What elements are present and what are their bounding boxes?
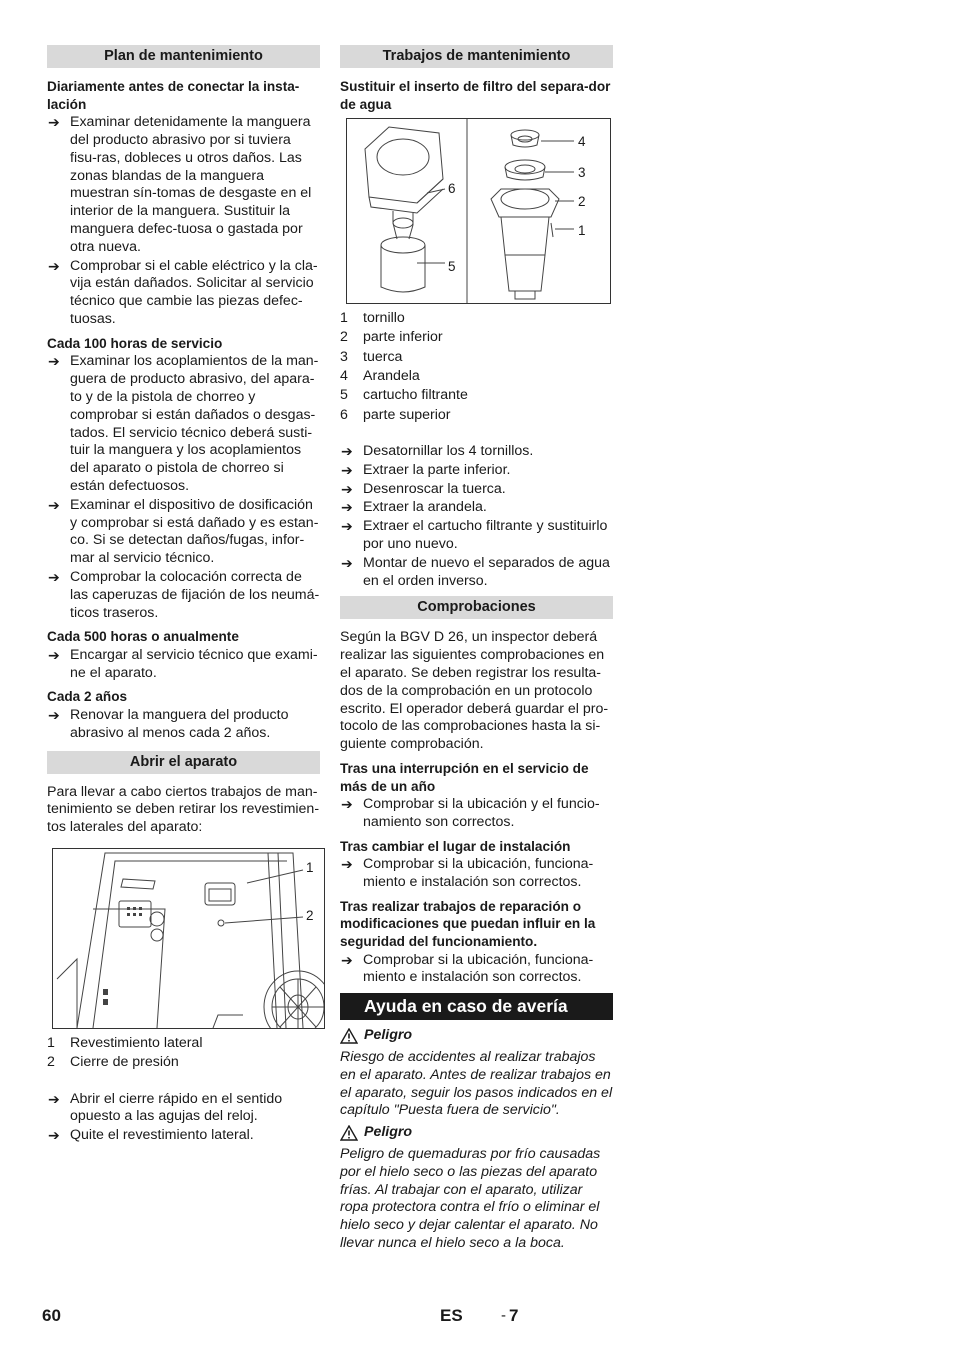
device-side-figure bbox=[52, 848, 325, 1029]
legend-item bbox=[340, 387, 613, 405]
list-item-text: Comprobar si la ubicación, funciona-miento e instalación son correctos. bbox=[363, 856, 594, 891]
open-device-steps bbox=[47, 1091, 320, 1145]
legend-item bbox=[47, 1054, 320, 1072]
list-item bbox=[340, 952, 613, 988]
legend-text: tornillo bbox=[363, 310, 405, 327]
100-hours-heading: Cada 100 horas de servicio bbox=[47, 335, 223, 351]
device-illustration bbox=[53, 849, 324, 1028]
legend-item bbox=[340, 349, 613, 367]
check-after-repair-heading: Tras realizar trabajos de reparación o modificaciones que puedan influir en la seguridad del funcionamiento. bbox=[340, 898, 596, 950]
open-device-heading: Abrir el aparato bbox=[47, 751, 320, 774]
language-code: ES bbox=[440, 1306, 463, 1325]
filter-callout-3: 3 bbox=[578, 165, 586, 181]
list-item-text: Comprobar la colocación correcta de las caperuzas de fijación de los neumá-ticos traseros. bbox=[70, 568, 320, 621]
open-device-intro: Para llevar a cabo ciertos trabajos de man-tenimiento se deben retirar los revestimien-tos laterales del aparato: bbox=[47, 783, 320, 836]
legend-text: parte superior bbox=[363, 406, 451, 423]
list-item-text: Examinar los acoplamientos de la man-guera de producto abrasivo, del apara-to y de la pistola de chorreo y comprobar si están dañados o desgas-tados. El servicio técnico deberá susti-tuir la manguera y los acoplamientos del aparato o pistola de chorreo si están defectuosos. bbox=[70, 353, 319, 494]
legend-item bbox=[340, 329, 613, 347]
arrow-right-icon: ➔ bbox=[48, 1127, 60, 1144]
arrow-right-icon: ➔ bbox=[341, 499, 353, 516]
warning-triangle-icon bbox=[340, 1028, 358, 1044]
filter-replace-heading: Sustituir el inserto de filtro del separa-dor de agua bbox=[340, 79, 611, 112]
maintenance-work-heading: Trabajos de mantenimiento bbox=[340, 45, 613, 68]
arrow-right-icon: ➔ bbox=[341, 554, 353, 571]
danger-text-1: Riesgo de accidentes al realizar trabajos en el aparato. Antes de realizar trabajos en el aparato, seguir los pasos indicados en el capítulo "Puesta fuera de servicio". bbox=[340, 1049, 613, 1119]
arrow-right-icon: ➔ bbox=[48, 257, 60, 274]
filter-steps bbox=[340, 443, 613, 590]
right-column bbox=[340, 45, 613, 1257]
maintenance-plan-heading: Plan de mantenimiento bbox=[47, 45, 320, 68]
list-item-text: Renovar la manguera del producto abrasivo al menos cada 2 años. bbox=[70, 707, 289, 741]
list-item-text: Extraer el cartucho filtrante y sustituirlo por uno nuevo. bbox=[363, 518, 608, 552]
list-item-text: Montar de nuevo el separados de agua en el orden inverso. bbox=[363, 554, 610, 589]
legend-item bbox=[340, 310, 613, 328]
arrow-right-icon: ➔ bbox=[48, 1090, 60, 1107]
list-item-text: Comprobar si la ubicación, funciona-miento e instalación son correctos. bbox=[363, 951, 594, 986]
100-hours-list bbox=[47, 353, 320, 622]
legend-text: cartucho filtrante bbox=[363, 387, 468, 404]
legend-text: parte inferior bbox=[363, 329, 443, 346]
water-separator-figure bbox=[346, 118, 611, 304]
legend-item bbox=[340, 407, 613, 425]
legend-number: 5 bbox=[340, 387, 348, 404]
filter-callout-4: 4 bbox=[578, 134, 586, 150]
arrow-right-icon: ➔ bbox=[48, 568, 60, 585]
arrow-right-icon: ➔ bbox=[341, 796, 353, 813]
list-item bbox=[47, 258, 320, 329]
filter-legend bbox=[340, 310, 613, 424]
list-item bbox=[47, 647, 320, 683]
legend-number: 3 bbox=[340, 348, 348, 365]
legend-number: 2 bbox=[340, 329, 348, 346]
legend-item bbox=[47, 1035, 320, 1053]
arrow-right-icon: ➔ bbox=[341, 480, 353, 497]
check-after-relocation-list bbox=[340, 856, 613, 892]
arrow-right-icon: ➔ bbox=[48, 646, 60, 663]
arrow-right-icon: ➔ bbox=[48, 353, 60, 370]
list-item-text: Encargar al servicio técnico que exami-ne el aparato. bbox=[70, 646, 318, 681]
section-page-number: 7 bbox=[509, 1306, 519, 1325]
list-item bbox=[47, 1091, 320, 1127]
list-item-text: Quite el revestimiento lateral. bbox=[70, 1127, 254, 1144]
filter-callout-2: 2 bbox=[578, 194, 586, 210]
page-number: 60 bbox=[42, 1306, 61, 1325]
500-hours-list bbox=[47, 647, 320, 683]
filter-callout-6: 6 bbox=[448, 181, 456, 197]
list-item-text: Extraer la arandela. bbox=[363, 499, 487, 516]
list-item bbox=[340, 499, 613, 517]
list-item bbox=[340, 481, 613, 499]
legend-text: tuerca bbox=[363, 348, 403, 365]
arrow-right-icon: ➔ bbox=[48, 496, 60, 513]
figure-callout-2: 2 bbox=[306, 908, 314, 924]
legend-text: Revestimiento lateral bbox=[70, 1035, 203, 1052]
filter-callout-1: 1 bbox=[578, 223, 586, 239]
check-after-repair-list bbox=[340, 952, 613, 988]
list-item-text: Comprobar si el cable eléctrico y la cla-vija están dañados. Solicitar al servicio técnico que cambie las piezas defec-tuosas. bbox=[70, 257, 318, 327]
figure-callout-1: 1 bbox=[306, 860, 314, 876]
daily-list bbox=[47, 114, 320, 329]
troubleshooting-heading: Ayuda en caso de avería bbox=[340, 993, 613, 1020]
legend-text: Cierre de presión bbox=[70, 1054, 179, 1071]
open-device-legend bbox=[47, 1035, 320, 1072]
footer-separator: - bbox=[501, 1307, 506, 1324]
daily-heading: Diariamente antes de conectar la insta-lación bbox=[47, 79, 300, 112]
danger-label-2: Peligro bbox=[364, 1124, 413, 1141]
legend-number: 2 bbox=[47, 1054, 55, 1071]
legend-number: 1 bbox=[340, 310, 348, 327]
check-after-interruption-heading: Tras una interrupción en el servicio de más de un año bbox=[340, 760, 589, 794]
legend-number: 6 bbox=[340, 406, 348, 423]
list-item bbox=[47, 497, 320, 568]
list-item bbox=[340, 555, 613, 591]
legend-item bbox=[340, 368, 613, 386]
list-item-text: Examinar detenidamente la manguera del producto abrasivo por si tuviera fisu-ras, dobleces u otros daños. Las zonas blandas de la manguera muestran sín-tomas de desgaste en el interior de la manguera. Sustituir la manguera defec-tuosa o gastada por otra nueva. bbox=[70, 114, 312, 255]
legend-number: 4 bbox=[340, 368, 348, 385]
list-item-text: Examinar el dispositivo de dosificación y comprobar si está dañado y es estan-co. Si se detectan daños/fugas, infor-mar al servicio técnico. bbox=[70, 496, 319, 567]
arrow-right-icon: ➔ bbox=[341, 461, 353, 478]
check-after-relocation-heading: Tras cambiar el lugar de instalación bbox=[340, 838, 571, 854]
list-item bbox=[340, 518, 613, 554]
list-item-text: Extraer la parte inferior. bbox=[363, 461, 511, 478]
arrow-right-icon: ➔ bbox=[341, 856, 353, 873]
checks-intro: Según la BGV D 26, un inspector deberá realizar las siguientes comprobaciones en el aparato. Se deben registrar los resulta-dos de la comprobación en un protocolo escrito. El operador deberá guardar el pro-tocolo de las comprobaciones hasta la si-guiente comprobación. bbox=[340, 629, 609, 753]
left-column bbox=[47, 45, 320, 1146]
arrow-right-icon: ➔ bbox=[341, 442, 353, 459]
arrow-right-icon: ➔ bbox=[341, 518, 353, 535]
list-item-text: Desatornillar los 4 tornillos. bbox=[363, 442, 534, 459]
danger-label-1: Peligro bbox=[364, 1027, 413, 1044]
2-years-heading: Cada 2 años bbox=[47, 689, 128, 705]
list-item bbox=[47, 569, 320, 622]
500-hours-heading: Cada 500 horas o anualmente bbox=[47, 629, 239, 645]
check-after-interruption-list bbox=[340, 796, 613, 832]
water-separator-illustration bbox=[347, 119, 610, 303]
legend-text: Arandela bbox=[363, 368, 420, 385]
list-item bbox=[340, 856, 613, 892]
warning-triangle-icon bbox=[340, 1125, 358, 1141]
checks-heading: Comprobaciones bbox=[340, 596, 613, 619]
arrow-right-icon: ➔ bbox=[341, 951, 353, 968]
danger-heading-2 bbox=[340, 1124, 613, 1142]
list-item bbox=[340, 462, 613, 480]
arrow-right-icon: ➔ bbox=[48, 707, 60, 724]
list-item-text: Desenroscar la tuerca. bbox=[363, 480, 506, 497]
list-item bbox=[340, 796, 613, 832]
danger-heading-1 bbox=[340, 1027, 613, 1045]
list-item bbox=[47, 353, 320, 495]
list-item-text: Abrir el cierre rápido en el sentido opuesto a las agujas del reloj. bbox=[70, 1090, 283, 1125]
list-item-text: Comprobar si la ubicación y el funcio-namiento son correctos. bbox=[363, 796, 600, 830]
list-item bbox=[47, 707, 320, 743]
2-years-list bbox=[47, 707, 320, 743]
list-item bbox=[47, 114, 320, 256]
list-item bbox=[340, 443, 613, 461]
danger-text-2: Peligro de quemaduras por frío causadas por el hielo seco o las piezas del aparato frías. Al trabajar con el aparato, utilizar ropa protectora contra el frío o eliminar el hielo seco y dejar calentar el aparato. No llevar nunca el hielo seco a la boca. bbox=[340, 1146, 601, 1252]
list-item bbox=[47, 1127, 320, 1145]
filter-callout-5: 5 bbox=[448, 259, 456, 275]
legend-number: 1 bbox=[47, 1035, 55, 1052]
arrow-right-icon: ➔ bbox=[48, 114, 60, 131]
